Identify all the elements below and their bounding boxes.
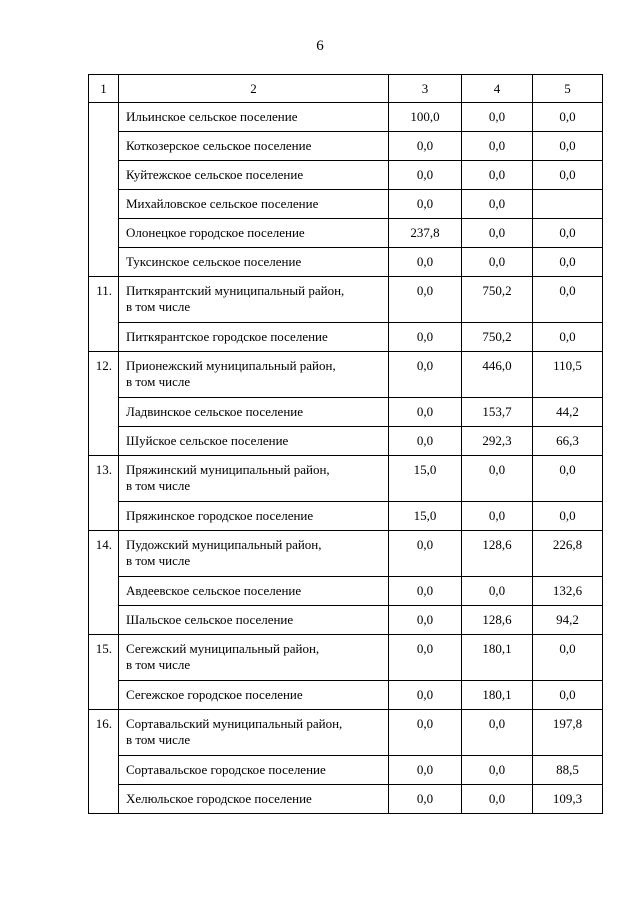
municipality-name: Туксинское сельское поселение bbox=[126, 254, 302, 269]
value-cell-col-5: 0,0 bbox=[533, 132, 603, 161]
municipality-name-cell bbox=[119, 785, 389, 814]
value-cell-col-4: 128,6 bbox=[462, 606, 533, 635]
municipality-name: Куйтежское сельское поселение bbox=[126, 167, 304, 182]
table-row bbox=[89, 219, 603, 248]
table-row bbox=[89, 456, 603, 502]
value-cell-col-5: 88,5 bbox=[533, 756, 603, 785]
page-number: 6 bbox=[316, 38, 324, 54]
table-row bbox=[89, 161, 603, 190]
value-cell-col-5: 132,6 bbox=[533, 577, 603, 606]
value-cell-col-5: 0,0 bbox=[533, 277, 603, 323]
municipality-name: Питкярантский муниципальный район, bbox=[126, 283, 345, 298]
row-number-cell: 15. bbox=[89, 635, 119, 710]
value-cell-col-4: 0,0 bbox=[462, 248, 533, 277]
table-row bbox=[89, 103, 603, 132]
value-cell-col-3: 0,0 bbox=[389, 756, 462, 785]
table-row bbox=[89, 785, 603, 814]
row-number-cell: 11. bbox=[89, 277, 119, 352]
value-cell-col-3: 0,0 bbox=[389, 710, 462, 756]
table-row bbox=[89, 398, 603, 427]
value-cell-col-5: 0,0 bbox=[533, 681, 603, 710]
value-cell-col-5: 226,8 bbox=[533, 531, 603, 577]
value-cell-col-5: 110,5 bbox=[533, 352, 603, 398]
municipality-name: Пряжинское городское поселение bbox=[126, 508, 314, 523]
table-row bbox=[89, 352, 603, 398]
value-cell-col-5: 0,0 bbox=[533, 161, 603, 190]
value-cell-col-5: 44,2 bbox=[533, 398, 603, 427]
municipality-name-cell bbox=[119, 352, 389, 398]
value-cell-col-3: 0,0 bbox=[389, 577, 462, 606]
municipality-name-cell bbox=[119, 710, 389, 756]
municipality-name-cell bbox=[119, 398, 389, 427]
municipality-name-cell bbox=[119, 219, 389, 248]
value-cell-col-4: 0,0 bbox=[462, 103, 533, 132]
value-cell-col-4: 0,0 bbox=[462, 710, 533, 756]
value-cell-col-3: 15,0 bbox=[389, 502, 462, 531]
municipality-name-cell bbox=[119, 502, 389, 531]
value-cell-col-4: 180,1 bbox=[462, 635, 533, 681]
table-body bbox=[89, 103, 603, 814]
value-cell-col-3: 0,0 bbox=[389, 681, 462, 710]
municipality-name: Прионежский муниципальный район, bbox=[126, 358, 336, 373]
value-cell-col-4: 446,0 bbox=[462, 352, 533, 398]
municipality-name-cell bbox=[119, 681, 389, 710]
municipality-name-cell bbox=[119, 103, 389, 132]
value-cell-col-3: 0,0 bbox=[389, 531, 462, 577]
header-col-1: 1 bbox=[89, 75, 119, 103]
municipality-name: Олонецкое городское поселение bbox=[126, 225, 305, 240]
value-cell-col-4: 180,1 bbox=[462, 681, 533, 710]
row-number-cell: 16. bbox=[89, 710, 119, 814]
row-number-cell bbox=[89, 103, 119, 277]
table-row bbox=[89, 427, 603, 456]
value-cell-col-5 bbox=[533, 190, 603, 219]
value-cell-col-4: 0,0 bbox=[462, 577, 533, 606]
value-cell-col-4: 292,3 bbox=[462, 427, 533, 456]
value-cell-col-3: 100,0 bbox=[389, 103, 462, 132]
municipality-name-cell bbox=[119, 190, 389, 219]
table-row bbox=[89, 756, 603, 785]
value-cell-col-3: 0,0 bbox=[389, 398, 462, 427]
table-row bbox=[89, 190, 603, 219]
value-cell-col-3: 0,0 bbox=[389, 352, 462, 398]
municipality-name-cell bbox=[119, 456, 389, 502]
value-cell-col-3: 237,8 bbox=[389, 219, 462, 248]
value-cell-col-4: 0,0 bbox=[462, 756, 533, 785]
value-cell-col-5: 109,3 bbox=[533, 785, 603, 814]
value-cell-col-3: 15,0 bbox=[389, 456, 462, 502]
row-number-cell: 12. bbox=[89, 352, 119, 456]
value-cell-col-5: 0,0 bbox=[533, 103, 603, 132]
municipality-name: Ильинское сельское поселение bbox=[126, 109, 298, 124]
municipality-name-suffix: в том числе bbox=[126, 299, 191, 314]
municipality-name: Ладвинское сельское поселение bbox=[126, 404, 303, 419]
header-col-2: 2 bbox=[119, 75, 389, 103]
value-cell-col-3: 0,0 bbox=[389, 248, 462, 277]
table-row bbox=[89, 277, 603, 323]
table-row bbox=[89, 132, 603, 161]
municipality-name-suffix: в том числе bbox=[126, 657, 191, 672]
municipality-name-cell bbox=[119, 577, 389, 606]
municipality-name: Сегежский муниципальный район, bbox=[126, 641, 320, 656]
value-cell-col-5: 0,0 bbox=[533, 219, 603, 248]
municipality-name: Хелюльское городское поселение bbox=[126, 791, 312, 806]
municipality-name: Пряжинский муниципальный район, bbox=[126, 462, 330, 477]
municipality-name-cell bbox=[119, 635, 389, 681]
value-cell-col-4: 128,6 bbox=[462, 531, 533, 577]
value-cell-col-4: 0,0 bbox=[462, 132, 533, 161]
municipality-name-cell bbox=[119, 161, 389, 190]
row-number-cell: 13. bbox=[89, 456, 119, 531]
table-row bbox=[89, 606, 603, 635]
municipality-name-suffix: в том числе bbox=[126, 553, 191, 568]
value-cell-col-3: 0,0 bbox=[389, 606, 462, 635]
value-cell-col-5: 66,3 bbox=[533, 427, 603, 456]
municipality-name: Сортавальский муниципальный район, bbox=[126, 716, 343, 731]
municipality-name: Шальское сельское поселение bbox=[126, 612, 294, 627]
header-col-3: 3 bbox=[389, 75, 462, 103]
municipality-name-cell bbox=[119, 323, 389, 352]
municipality-name-cell bbox=[119, 606, 389, 635]
table-row bbox=[89, 323, 603, 352]
value-cell-col-3: 0,0 bbox=[389, 427, 462, 456]
value-cell-col-4: 0,0 bbox=[462, 785, 533, 814]
value-cell-col-5: 0,0 bbox=[533, 635, 603, 681]
table-row bbox=[89, 635, 603, 681]
municipality-name: Авдеевское сельское поселение bbox=[126, 583, 302, 598]
table-row bbox=[89, 248, 603, 277]
municipality-name: Михайловское сельское поселение bbox=[126, 196, 319, 211]
municipality-name-suffix: в том числе bbox=[126, 374, 191, 389]
header-row bbox=[89, 75, 603, 103]
value-cell-col-4: 750,2 bbox=[462, 277, 533, 323]
value-cell-col-3: 0,0 bbox=[389, 785, 462, 814]
table-row bbox=[89, 502, 603, 531]
municipality-name: Сортавальское городское поселение bbox=[126, 762, 326, 777]
municipality-name: Сегежское городское поселение bbox=[126, 687, 303, 702]
header-col-5: 5 bbox=[533, 75, 603, 103]
value-cell-col-5: 0,0 bbox=[533, 323, 603, 352]
municipality-name: Шуйское сельское поселение bbox=[126, 433, 289, 448]
municipality-name: Коткозерское сельское поселение bbox=[126, 138, 312, 153]
value-cell-col-5: 94,2 bbox=[533, 606, 603, 635]
municipality-name-suffix: в том числе bbox=[126, 732, 191, 747]
value-cell-col-3: 0,0 bbox=[389, 323, 462, 352]
value-cell-col-4: 0,0 bbox=[462, 502, 533, 531]
value-cell-col-4: 0,0 bbox=[462, 190, 533, 219]
header-col-4: 4 bbox=[462, 75, 533, 103]
value-cell-col-4: 750,2 bbox=[462, 323, 533, 352]
municipality-name-cell bbox=[119, 132, 389, 161]
municipality-name-cell bbox=[119, 248, 389, 277]
value-cell-col-5: 0,0 bbox=[533, 248, 603, 277]
table-row bbox=[89, 681, 603, 710]
value-cell-col-3: 0,0 bbox=[389, 190, 462, 219]
value-cell-col-4: 153,7 bbox=[462, 398, 533, 427]
value-cell-col-5: 0,0 bbox=[533, 456, 603, 502]
value-cell-col-5: 197,8 bbox=[533, 710, 603, 756]
value-cell-col-3: 0,0 bbox=[389, 277, 462, 323]
row-number-cell: 14. bbox=[89, 531, 119, 635]
value-cell-col-4: 0,0 bbox=[462, 219, 533, 248]
data-table bbox=[88, 74, 603, 814]
table-row bbox=[89, 577, 603, 606]
value-cell-col-5: 0,0 bbox=[533, 502, 603, 531]
value-cell-col-3: 0,0 bbox=[389, 161, 462, 190]
value-cell-col-3: 0,0 bbox=[389, 635, 462, 681]
municipality-name-suffix: в том числе bbox=[126, 478, 191, 493]
value-cell-col-3: 0,0 bbox=[389, 132, 462, 161]
municipality-name: Пудожский муниципальный район, bbox=[126, 537, 322, 552]
municipality-name-cell bbox=[119, 277, 389, 323]
table-row bbox=[89, 710, 603, 756]
value-cell-col-4: 0,0 bbox=[462, 161, 533, 190]
municipality-name-cell bbox=[119, 531, 389, 577]
value-cell-col-4: 0,0 bbox=[462, 456, 533, 502]
table-row bbox=[89, 531, 603, 577]
municipality-name-cell bbox=[119, 756, 389, 785]
municipality-name-cell bbox=[119, 427, 389, 456]
municipality-name: Питкярантское городское поселение bbox=[126, 329, 328, 344]
